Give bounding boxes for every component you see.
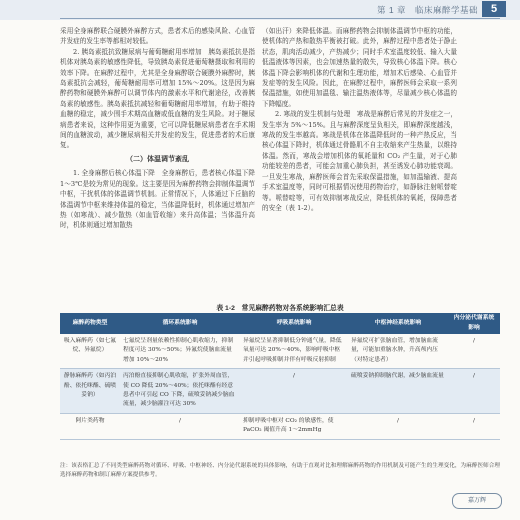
table-cell: 异氟烷呈显著抑制低分钟通气量，降低氧量可达 20%～40%，影响呼吸中枢并引起呼吸抑制并伴有呼吸反射抑制: [240, 334, 348, 369]
table-header-row: [60, 313, 500, 334]
table-row: [60, 334, 500, 369]
drug-effects-table: [60, 313, 500, 440]
left-column-paragraph: 采用全身麻醉联合硬膜外麻醉方式，患者术后的感染风险、心血管并发症的发生率等都相对较低。: [60, 27, 255, 46]
table-row: [60, 413, 500, 439]
table-header-cell: 呼吸系统影响: [240, 313, 348, 334]
table-cell: 静脉麻醉药（如丙泊酚、依托咪酯、硫喷妥钠）: [60, 369, 120, 414]
table-cell: 七氟烷呈剂量依赖性抑制心肌收缩力，抑制程度可达 30%～50%；异氟烷使脑血流量增加 10%～20%: [120, 334, 240, 369]
table-cell: 抑制呼吸中枢对 CO₂ 的敏感性，使 PaCO₂ 阈值升高 1～2mmHg: [240, 413, 348, 439]
table-cell: 阿片类药物: [60, 413, 120, 439]
table-footnote: 注：该表格汇总了不同类型麻醉药物对循环、呼吸、中枢神经、内分泌代谢系统的具体影响，有助于直观对比和理解麻醉药物的作用机制及可能产生的生理变化，为麻醉医师合理选择麻醉药物和制订麻醉方案提供参考。: [60, 463, 500, 478]
publisher-stamp: 嘉万辉: [452, 493, 502, 509]
left-column-paragraph: 1. 全身麻醉后核心体温下降 全身麻醉后，患者核心体温下降 1～3℃是较为常见的现象。这主要是因为麻醉药物会抑制体温调节中枢，干扰机体的体温调节机制。正常情况下，人体通过下丘脑的体温调节中枢来维持体温的稳定，当体温降低时，机体通过增加产热（如寒战）、减少散热（如血管收缩）来升高体温；当体温升高时，机体则通过增加散热: [60, 169, 255, 230]
table-cell: /: [448, 413, 500, 439]
table-header-cell: 循环系统影响: [120, 313, 240, 334]
table-cell: 异氟烷可扩张脑血管，增加脑血流量，可能加重脑水肿，升高颅内压（对特定患者）: [348, 334, 448, 369]
table-cell: /: [448, 334, 500, 369]
left-column-paragraph: 2. 胰岛素抵抗致糖尿病与葡萄糖耐用率增加 胰岛素抵抗是指机体对胰岛素的敏感性降低，导致胰岛素促进葡萄糖摄取和利用的效率下降。在麻醉过程中，尤其是全身麻醉联合硬膜外麻醉时，胰岛素抵抗会减轻，葡萄糖耐用率可增加 15%～20%。这是因为麻醉药物和硬膜外麻醉可以调节体内的激素水平和代谢途径，改善胰岛素的敏感性。胰岛素抵抗减轻和葡萄糖耐用率增加，有助于维持血糖的稳定，减少围手术期高血糖或低血糖的发生风险。对于糖尿病患者来说，这种作用更为重要，它可以降低糖尿病患者在手术期间的血糖波动，减少糖尿病相关并发症的发生，促进患者的术后康复。: [60, 47, 255, 150]
header-rule: [60, 18, 500, 19]
table-row: [60, 369, 500, 414]
left-text-column: [60, 26, 255, 231]
table-header-cell: 麻醉药物类型: [60, 313, 120, 334]
table-cell: /: [348, 413, 448, 439]
right-column-paragraph: 2. 寒战的发生机制与处理 寒战是麻醉后常见的并发症之一，发生率为 5%～15%。且与麻醉深度呈负相关，即麻醉深度越浅，寒战的发生率越高。寒战是机体在体温降低时的一种产热反应，当核心体温下降时，机体通过骨骼肌不自主收缩来产生热量，以维持体温。然而，寒战会增加机体的氧耗量和 CO₂ 产生量，对于心肺功能较差的患者，可能会加重心肺负担，甚至诱发心肺功能衰竭。一旦发生寒战，麻醉医师会首先采取保温措施，如加温输液、提高手术室温度等，同时可根据情况使用药物治疗，如静脉注射哌替啶等。哌替啶等，可有效抑制寒战反应，降低机体的氧耗，保障患者的安全（表 1-2）。: [262, 110, 457, 212]
right-text-column: [262, 26, 457, 213]
section-heading: （二）体温调节紊乱: [126, 155, 189, 163]
chapter-heading: 第 1 章 临床麻醉学基础: [377, 5, 478, 15]
table-header-cell: 中枢神经系统影响: [348, 313, 448, 334]
right-column-paragraph: （如出汗）来降低体温。而麻醉药物会抑制体温调节中枢的功能，使机体的产热和散热平衡被打破。此外，麻醉过程中患者处于静止状态，肌肉活动减少，产热减少；同时手术室温度较低、输入大量低温液体等因素，也会加速热量的散失，导致核心体温下降。核心体温下降会影响机体的代谢和生理功能，增加术后感染、心血管并发症等的发生风险。因此，在麻醉过程中，麻醉医师会采取一系列保温措施，如使用加温毯、输注温热液体等，尽量减少核心体温的下降幅度。: [262, 27, 457, 108]
table-cell: /: [448, 369, 500, 414]
table-header-cell: 内分泌代谢系统影响: [448, 313, 500, 334]
table-cell: 硫喷妥钠抑制脑代谢，减少脑血流量: [348, 369, 448, 414]
table-cell: 丙泊酚直接抑制心肌收缩，扩张外周血管，使 CO 降低 20%～40%；依托咪酯有经意患者中可引起 CO 下降，硫喷妥钠减少脑血流量，减少脑灌注可达 30%: [120, 369, 240, 414]
table-cell: /: [120, 413, 240, 439]
page-number: 5: [482, 1, 506, 17]
table-title: 表 1-2 常见麻醉药物对各系统影响汇总表: [216, 305, 344, 312]
table-cell: 吸入麻醉药（如七氟烷、异氟烷）: [60, 334, 120, 369]
table-cell: /: [240, 369, 348, 414]
